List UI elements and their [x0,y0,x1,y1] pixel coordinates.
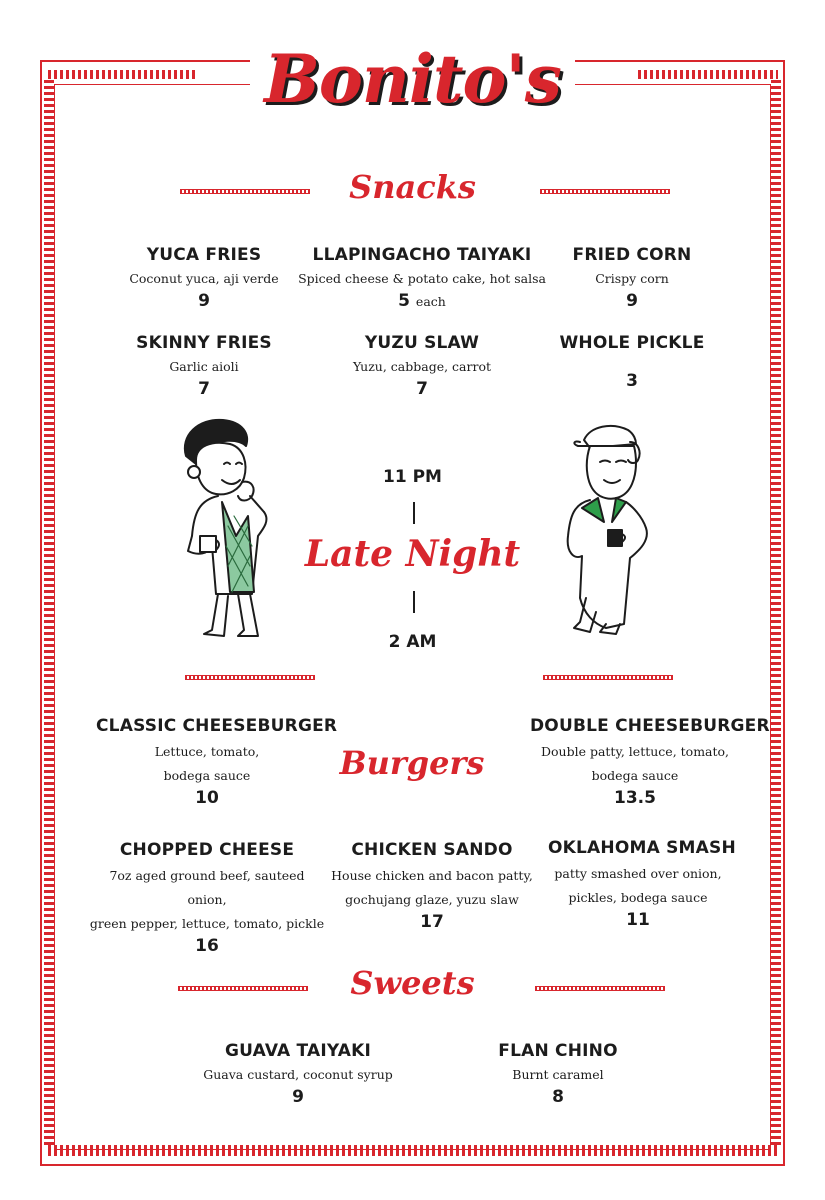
menu-item [530,716,770,808]
late-night-divider-top [413,502,415,524]
item-description: green pepper, lettuce, tomato, pickle [89,916,325,931]
item-price: 7 [198,379,210,399]
item-price: 11 [626,910,650,930]
item-description: Crispy corn [595,271,669,286]
item-description: bodega sauce [591,768,679,783]
item-description: Coconut yuca, aji verde [129,271,279,286]
item-description: Spiced cheese & potato cake, hot salsa [298,271,546,286]
item-description: gochujang glaze, yuzu slaw [345,892,519,907]
menu-item [552,333,712,391]
item-description: Lettuce, tomato, [154,744,260,759]
item-name: YUZU SLAW [364,333,480,353]
item-price-value: 5 [398,291,410,311]
sweets-title: Sweets [350,964,475,1002]
menu-item [104,333,304,399]
item-price: 9 [292,1087,304,1107]
menu-item [322,333,522,399]
item-description: bodega sauce [163,768,251,783]
late-night-title: Late Night [304,533,521,575]
item-name: FLAN CHINO [498,1041,618,1061]
left-man-illustration [178,416,288,642]
snacks-title: Snacks [349,168,476,206]
item-price: 10 [195,788,219,808]
sweets-rule-right [535,986,665,991]
burgers-title: Burgers [339,744,485,782]
item-description: pickles, bodega sauce [568,890,708,905]
item-price [292,291,552,311]
item-price: 9 [626,291,638,311]
item-name: CHOPPED CHEESE [119,840,295,860]
item-price: 17 [420,912,444,932]
item-name: CHICKEN SANDO [351,840,513,860]
item-description: Garlic aioli [169,359,239,374]
menu-item [478,1041,638,1107]
menu-item [96,716,338,808]
menu-item [548,838,736,930]
snacks-rule-right [540,189,670,194]
item-description: Double patty, lettuce, tomato, [540,744,730,759]
menu-item [196,1041,400,1107]
late-night-end-time: 2 AM [388,632,437,652]
right-man-illustration [550,418,660,640]
item-price: 16 [195,936,219,956]
item-name: GUAVA TAIYAKI [224,1041,371,1061]
item-description: House chicken and bacon patty, [331,868,533,883]
logo [0,40,825,118]
item-name: DOUBLE CHEESEBURGER [530,716,770,736]
item-name: CLASSIC CHEESEBURGER [96,716,338,736]
menu-item [292,245,552,311]
item-name: YUCA FRIES [146,245,262,265]
item-price: 13.5 [614,788,656,808]
item-name: WHOLE PICKLE [559,333,705,353]
item-name: SKINNY FRIES [136,333,272,353]
item-price: 7 [416,379,428,399]
burgers-rule-left [185,675,315,680]
item-price: 8 [552,1087,564,1107]
menu-item [552,245,712,311]
logo-wordmark: Bonito's [250,40,575,118]
item-name: FRIED CORN [572,245,692,265]
item-price: 9 [198,291,210,311]
menu-item [88,840,326,956]
item-name: OKLAHOMA SMASH [548,838,736,858]
item-description: Guava custard, coconut syrup [203,1067,393,1082]
item-name: LLAPINGACHO TAIYAKI [312,245,532,265]
menu-item [326,840,538,932]
late-night-divider-bottom [413,591,415,613]
item-description: 7oz aged ground beef, sauteed onion, [109,868,305,907]
item-price: 3 [626,371,638,391]
burgers-rule-right [543,675,673,680]
item-price-unit: each [415,294,446,309]
item-description: Yuzu, cabbage, carrot [352,359,491,374]
item-description: patty smashed over onion, [554,866,722,881]
item-description: Burnt caramel [512,1067,604,1082]
menu-item [104,245,304,311]
late-night-start-time: 11 PM [383,467,442,487]
